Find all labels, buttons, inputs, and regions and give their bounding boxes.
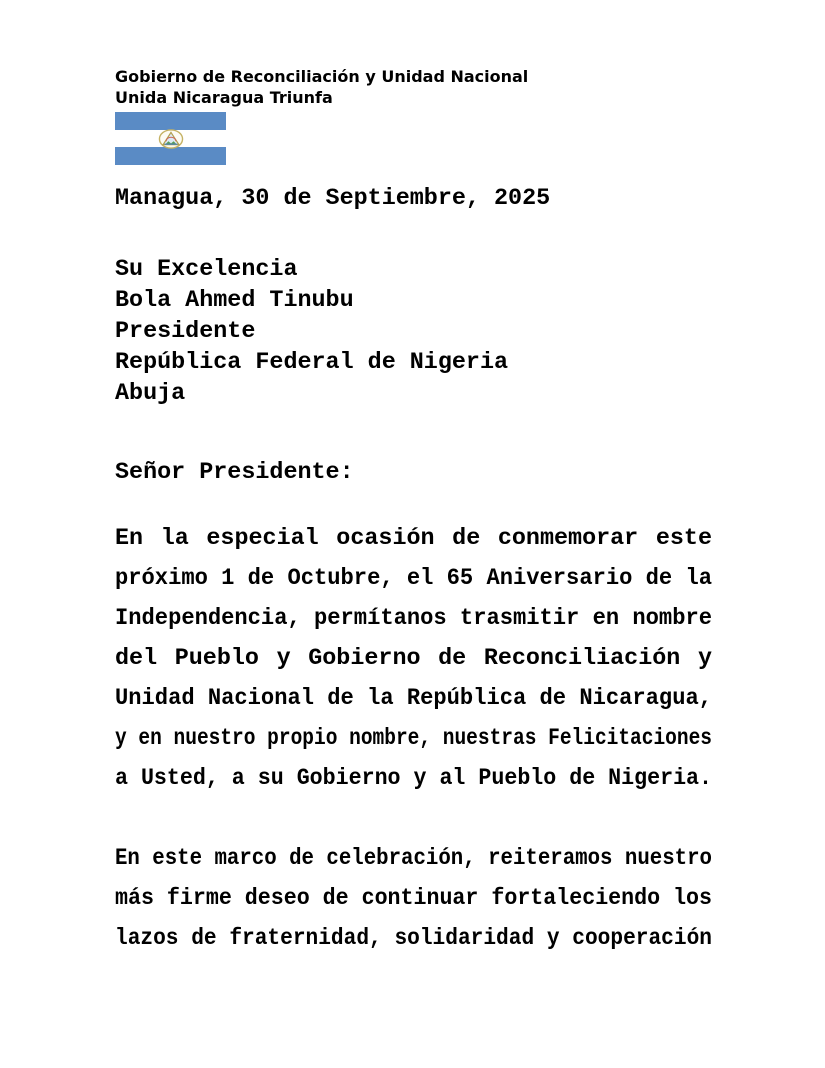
coat-of-arms-icon: [157, 128, 184, 149]
salutation: Señor Presidente:: [115, 460, 354, 486]
body-line: lazos de fraternidad, solidaridad y cooperación: [115, 926, 712, 952]
letterhead: [115, 66, 528, 108]
body-paragraph-1: [115, 519, 712, 799]
nicaragua-flag-image: [115, 112, 226, 165]
body-line: Unidad Nacional de la República de Nicaragua,: [115, 686, 712, 712]
recipient-honorific: Su Excelencia: [115, 257, 298, 283]
recipient-title: Presidente: [115, 319, 256, 345]
flag-blue-stripe-bottom: [115, 147, 226, 165]
body-line: En la especial ocasión de conmemorar este: [115, 526, 712, 552]
body-paragraph-2: [115, 839, 712, 959]
recipient-country: República Federal de Nigeria: [115, 350, 509, 376]
body-line: próximo 1 de Octubre, el 65 Aniversario de la: [115, 566, 712, 592]
recipient-block: [115, 255, 508, 410]
body-line: En este marco de celebración, reiteramos nuestro: [115, 846, 712, 872]
recipient-name: Bola Ahmed Tinubu: [115, 288, 354, 314]
body-line: del Pueblo y Gobierno de Reconciliación y: [115, 646, 712, 672]
letterhead-motto: Unida Nicaragua Triunfa: [115, 88, 333, 107]
date-line: Managua, 30 de Septiembre, 2025: [115, 186, 551, 212]
body-line: a Usted, a su Gobierno y al Pueblo de Nigeria.: [115, 766, 712, 792]
letterhead-government-name: Gobierno de Reconciliación y Unidad Nacional: [115, 67, 529, 86]
body-line: y en nuestro propio nombre, nuestras Felicitaciones: [115, 726, 712, 752]
recipient-city: Abuja: [115, 381, 186, 407]
body-line: Independencia, permítanos trasmitir en nombre: [115, 606, 712, 632]
body-line: más firme deseo de continuar fortaleciendo los: [115, 886, 712, 912]
